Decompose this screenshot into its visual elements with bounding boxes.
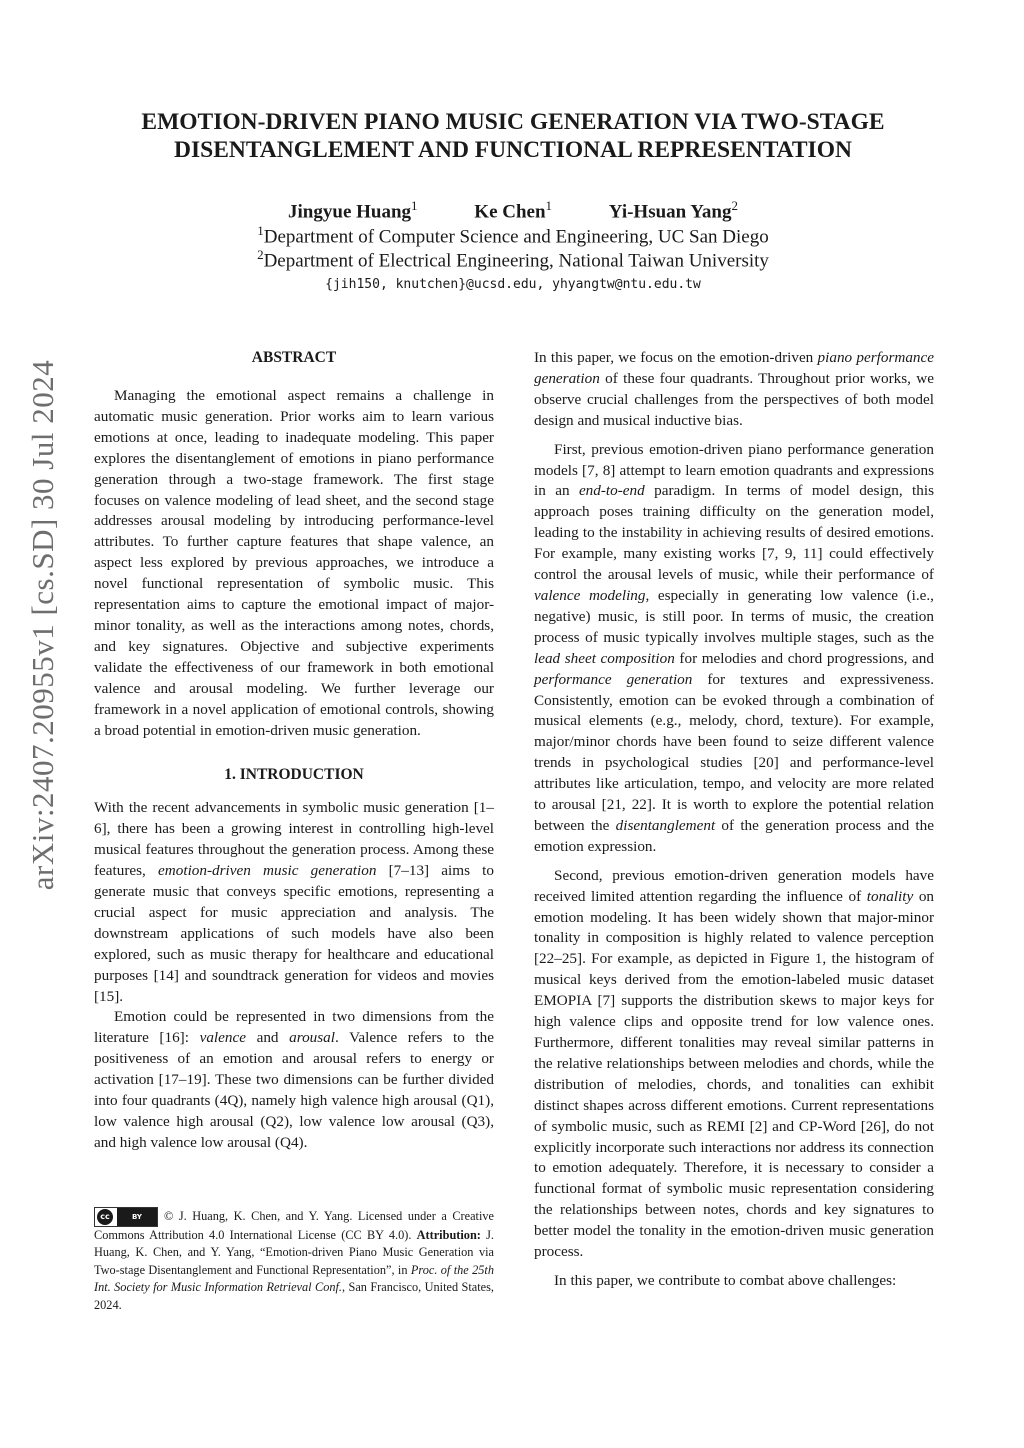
right-column [534, 348, 934, 1292]
affiliation-mark: 1 [257, 223, 264, 238]
author-2 [474, 198, 552, 223]
license-footnote [94, 1207, 494, 1314]
body-paragraph-1: In this paper, we focus on the emotion-driven piano performance generation of these four quadrants. Throughout prior works, we observe crucial challenges from the perspectives of both model design and musical inductive bias. [534, 349, 934, 429]
abstract-heading: ABSTRACT [251, 349, 337, 366]
author-list [100, 198, 926, 223]
cc-icon: cc [97, 1209, 113, 1225]
author-1 [288, 198, 418, 223]
affiliation-text: Department of Computer Science and Engineering, UC San Diego [263, 226, 769, 248]
author-affil-mark: 1 [545, 198, 553, 213]
affiliation-text: Department of Electrical Engineering, National Taiwan University [263, 250, 769, 272]
intro-paragraph-2: Emotion could be represented in two dimensions from the literature [16]: valence and arousal. Valence refers to the positiveness of an emotion and arousal refers to energy or activation [17–19]. These two dimensions can be further divided into four quadrants (4Q), namely high valence high arousal (Q1), low valence high arousal (Q2), low valence low arousal (Q3), and high valence low arousal (Q4). [94, 1008, 494, 1151]
title-line-1: EMOTION-DRIVEN PIANO MUSIC GENERATION VIA TWO-STAGE [141, 109, 885, 135]
author-affil-mark: 2 [731, 198, 738, 213]
cc-by-license-badge [94, 1207, 158, 1227]
author-name: Ke Chen [474, 201, 546, 223]
author-name: Yi-Hsuan Yang [608, 201, 732, 223]
affiliation-2 [100, 247, 926, 272]
arxiv-sidebar-stamp [22, 359, 64, 891]
affiliation-1 [100, 223, 926, 248]
by-icon: BY [117, 1208, 157, 1226]
conference-location: , San Francisco, United States, 2024. [94, 1280, 494, 1312]
attribution-label: Attribution: [416, 1228, 481, 1242]
arxiv-id: arXiv:2407.20955v1 [cs.SD] 30 Jul 2024 [25, 359, 61, 891]
introduction-heading: 1. INTRODUCTION [224, 766, 364, 784]
abstract-text: Managing the emotional aspect remains a challenge in automatic music generation. Prior works aim to learn various emotions at once, leading to inadequate modeling. This paper explores the disentanglement of emotions in piano performance generation through a two-stage framework. The first stage focuses on valence modeling of lead sheet, and the second stage addresses arousal modeling by introducing performance-level attributes. To further capture features that shape valence, an aspect less explored by previous approaches, we introduce a novel functional representation of symbolic music. This representation aims to capture the emotional impact of major-minor tonality, as well as the interactions among notes, chords, and key signatures. Objective and subjective experiments validate the effectiveness of our framework in both emotional valence and arousal modeling. We further leverage our framework in a novel application of emotional controls, showing a broad potential in emotion-driven music generation. [94, 387, 494, 739]
affiliation-mark: 2 [257, 247, 264, 262]
paper-title [100, 108, 926, 164]
author-emails: {jih150, knutchen}@ucsd.edu, yhyangtw@ntu.edu.tw [325, 277, 701, 292]
body-paragraph-4: In this paper, we contribute to combat above challenges: [554, 1271, 897, 1289]
title-line-2: DISENTANGLEMENT AND FUNCTIONAL REPRESENTATION [174, 137, 852, 163]
body-paragraph-2: First, previous emotion-driven piano performance generation models [7, 8] attempt to learn emotion quadrants and expressions in an end-to-end paradigm. In terms of model design, this approach poses training difficulty on the generation model, leading to the instability in achieving results of desired emotions. For example, many existing works [7, 9, 11] could effectively control the arousal levels of music, while their performance of valence modeling, especially in generating low valence (i.e., negative) music, is still poor. In terms of music, the creation process of music typically involves multiple stages, such as the lead sheet composition for melodies and chord progressions, and performance generation for textures and expressiveness. Consistently, emotion can be evoked through a combination of musical elements (e.g., melody, chord, texture). For example, major/minor chords have been found to seize different valence trends in psychological studies [20] and performance-level attributes like articulation, tempo, and velocity are more related to arousal [21, 22]. It is worth to explore the potential relation between the disentanglement of the generation process and the emotion expression. [534, 440, 934, 855]
author-name: Jingyue Huang [288, 201, 412, 223]
author-affil-mark: 1 [411, 198, 418, 213]
author-3 [609, 198, 738, 223]
left-column [94, 348, 494, 1154]
license-text: © J. Huang, K. Chen, and Y. Yang. Licensed under a Creative Commons Attribution 4.0 International License (CC BY 4.0). [94, 1208, 494, 1242]
proceedings-name: Proc. of the 25th Int. Society for Music Information Retrieval Conf. [94, 1262, 494, 1295]
intro-paragraph-1: With the recent advancements in symbolic music generation [1–6], there has been a growing interest in controlling high-level musical features throughout the generation process. Among these features, emotion-driven music generation [7–13] aims to generate music that conveys specific emotions, representing a crucial aspect for music appreciation and analysis. The downstream applications of such models have also been explored, such as music therapy for healthcare and educational purposes [14] and soundtrack generation for videos and movies [15]. [94, 799, 494, 1005]
attribution-text: J. Huang, K. Chen, and Y. Yang, “Emotion-driven Piano Music Generation via Two-stage Disentanglement and Functional Representation”, in [94, 1228, 494, 1277]
body-paragraph-3: Second, previous emotion-driven generation models have received limited attention regarding the influence of tonality on emotion modeling. It has been widely shown that major-minor tonality in composition is highly related to valence perception [22–25]. For example, as depicted in Figure 1, the histogram of musical keys derived from the emotion-labeled music dataset EMOPIA [7] supports the distribution skews to major keys for high valence clips and opposite trend for low valence ones. Furthermore, different tonalities may reveal similar patterns in the relative relationships between melodies and chords, while the distribution of melodies, chords, and tonalities can exhibit distinct shapes across different emotions. Current representations of symbolic music, such as REMI [2] and CP-Word [26], do not explicitly incorporate such interactions nor address its connection to emotion adequately. Therefore, it is necessary to consider a functional format of symbolic music representation considering the relationships between notes, chords and key signatures to better model the tonality in the emotion-driven music generation process. [534, 866, 935, 1261]
